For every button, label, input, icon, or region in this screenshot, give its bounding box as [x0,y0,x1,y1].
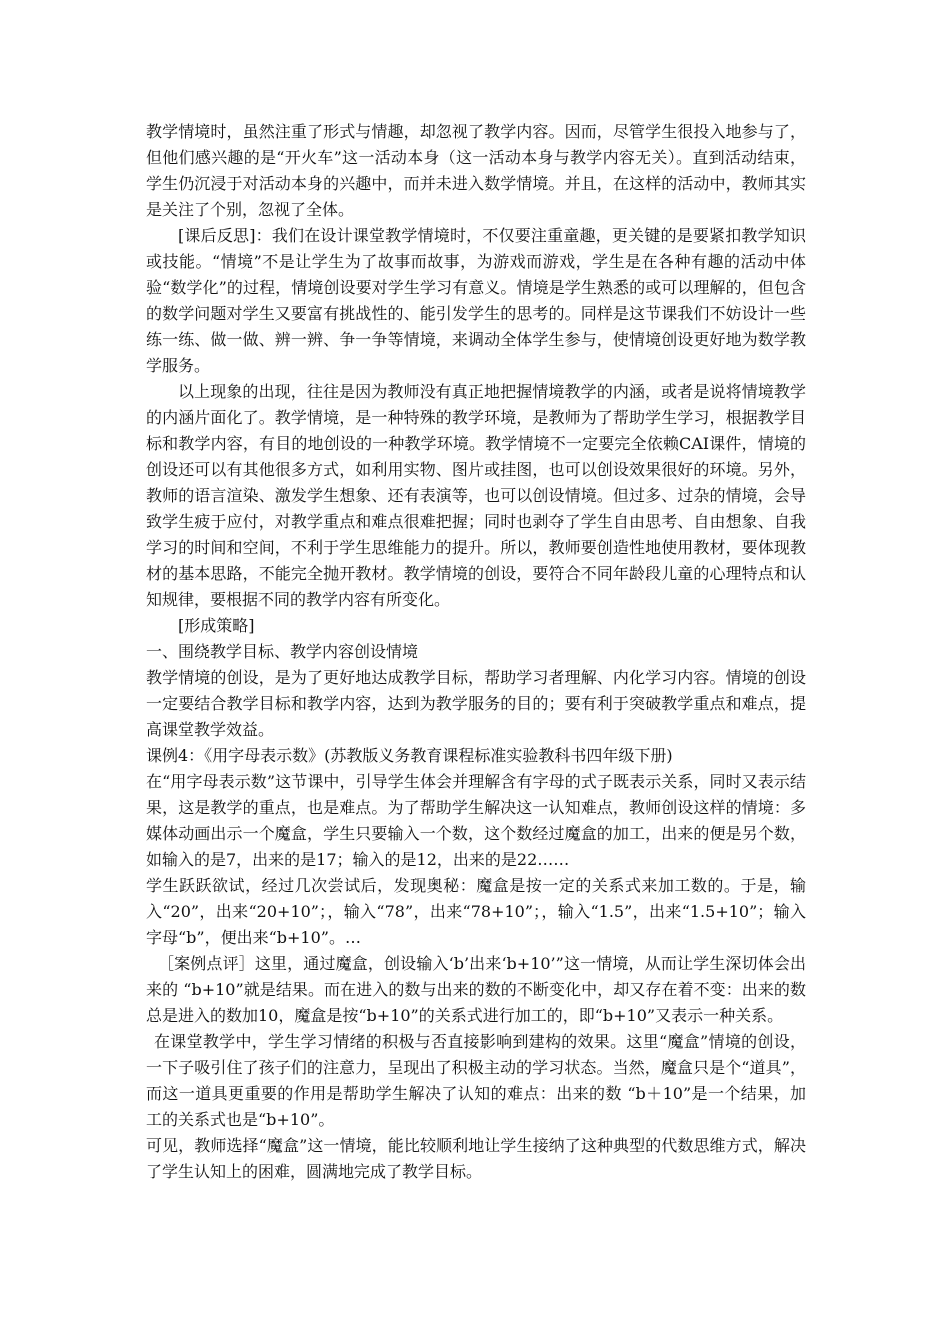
paragraph-analysis: 以上现象的出现，往往是因为教师没有真正地把握情境教学的内涵，或者是说将情境教学的内涵片面化了。教学情境，是一种特殊的教学环境，是教师为了帮助学生学习，根据教学目标和教学内容，有目的地创设的一种教学环境。教学情境不一定要完全依赖CAI课件，情境的创设还可以有其他很多方式，如利用实物、图片或挂图，也可以创设效果很好的环境。另外，教师的语言渲染、激发学生想象、还有表演等，也可以创设情境。但过多、过杂的情境，会导致学生疲于应付，对教学重点和难点很难把握；同时也剥夺了学生自由思考、自由想象、自我学习的时间和空间，不利于学生思维能力的提升。所以，教师要创造性地使用教材，要体现教材的基本思路，不能完全抛开教材。教学情境的创设，要符合不同年龄段儿童的心理特点和认知规律，要根据不同的教学内容有所变化。 [146,382,806,609]
paragraph-section-one-body: 教学情境的创设，是为了更好地达成教学目标，帮助学习者理解、内化学习内容。情境的创设一定要结合教学目标和教学内容，达到为教学服务的目的；要有利于突破教学重点和难点，提高课堂教学效益。 [146,668,806,739]
heading-strategy: [形成策略] [178,616,255,635]
paragraph-lesson-description: 在“用字母表示数”这节课中，引导学生体会并理解含有字母的式子既表示关系，同时又表示结果，这是教学的重点，也是难点。为了帮助学生解决这一认知难点，教师创设这样的情境：多媒体动画出示一个魔盒，学生只要输入一个数，这个数经过魔盒的加工，出来的便是另个数，如输入的是7，出来的是17；输入的是12，出来的是22…… [146,772,806,869]
paragraph-intro-continued: 教学情境时，虽然注重了形式与情趣，却忽视了教学内容。因而，尽管学生很投入地参与了，但他们感兴趣的是“开火车”这一活动本身（这一活动本身与教学内容无关）。直到活动结束，学生仍沉浸于对活动本身的兴趣中，而并未进入数学情境。并且，在这样的活动中，教师其实是关注了个别，忽视了全体。 [146,122,806,219]
paragraph-case-comment: ［案例点评］这里，通过魔盒，创设输入‘b’出来‘b+10’”这一情境，从而让学生深切体会出来的 “b+10”就是结果。而在进入的数与出来的数的不断变化中，却又存在着不变：出来的数总是进入的数加10，魔盒是按“b+10”的关系式进行加工的，即“b+10”又表示一种关系。 [146,954,806,1025]
document-page [146,119,806,1185]
heading-lesson-example: 课例4：《用字母表示数》(苏教版义务教育课程标准实验教科书四年级下册) [146,746,673,765]
paragraph-reflection: [课后反思]：我们在设计课堂教学情境时，不仅要注重童趣，更关键的是要紧扣教学知识或技能。“情境”不是让学生为了故事而故事，为游戏而游戏，学生是在各种有趣的活动中体验“数学化”的过程，情境创设要对学生学习有意义。情境是学生熟悉的或可以理解的，但包含的数学问题对学生又要富有挑战性的、能引发学生的思考的。同样是这节课我们不妨设计一些练一练、做一做、辨一辨、争一争等情境，来调动全体学生参与，使情境创设更好地为数学教学服务。 [146,226,806,375]
heading-section-one: 一、围绕教学目标、教学内容创设情境 [146,642,419,661]
paragraph-magic-box: 学生跃跃欲试，经过几次尝试后，发现奥秘：魔盒是按一定的关系式来加工数的。于是，输入“20”，出来“20+10”；，输入“78”，出来“78+10”；，输入“1.5”，出来“1.5+10”；输入字母“b”，便出来“b+10”。… [146,876,806,947]
paragraph-classroom-effect: 在课堂教学中，学生学习情绪的积极与否直接影响到建构的效果。这里“魔盒”情境的创设，一下子吸引住了孩子们的注意力，呈现出了积极主动的学习状态。当然，魔盒只是个“道具”，而这一道具更重要的作用是帮助学生解决了认知的难点：出来的数 “b＋10”是一个结果，加工的关系式也是“b+10”。 [146,1032,806,1129]
paragraph-conclusion: 可见，教师选择“魔盒”这一情境，能比较顺利地让学生接纳了这种典型的代数思维方式，解决了学生认知上的困难，圆满地完成了教学目标。 [146,1136,806,1181]
